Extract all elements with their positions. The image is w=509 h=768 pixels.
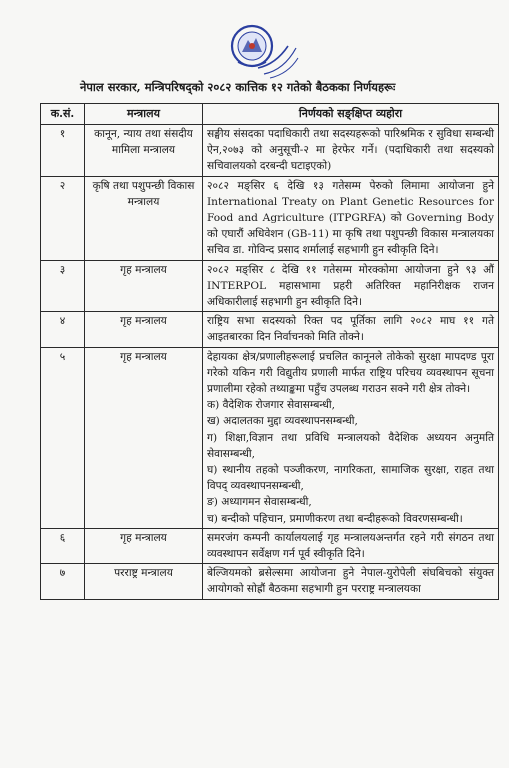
row-ministry: कानून, न्याय तथा संसदीय मामिला मन्त्रालय [85, 125, 203, 177]
table-row [41, 176, 499, 260]
row-ministry: गृह मन्त्रालय [85, 260, 203, 312]
row-decision: २०८२ मङ्सिर ६ देखि १३ गतेसम्म पेरुको लिमामा आयोजना हुने International Treaty on Plant Genetic Resources for Food and Agriculture (ITPGRFA) को Governing Body को एघारौं अधिवेशन (GB-11) मा कृषि तथा पशुपन्छी विकास मन्त्रालयका सचिव डा. गोविन्द प्रसाद शर्मालाई सहभागी हुन स्वीकृति दिने। [203, 176, 499, 260]
table-header-row [41, 104, 499, 125]
decision-subitem: क) वैदेशिक रोजगार सेवासम्बन्धी, [207, 399, 335, 412]
decision-subitem: ग) शिक्षा,विज्ञान तथा प्रविधि मन्त्रालयको वैदेशिक अध्ययन अनुमति सेवासम्बन्धी, [207, 431, 494, 460]
row-serial: ५ [41, 347, 85, 528]
column-header-decision: निर्णयको सङ्क्षिप्त व्यहोरा [203, 104, 499, 125]
row-decision: राष्ट्रिय सभा सदस्यको रिक्त पद पूर्तिका लागि २०८२ माघ ११ गते आइतबारका दिन निर्वाचनको मिति तोक्ने। [203, 312, 499, 347]
table-row [41, 564, 499, 599]
page-title: नेपाल सरकार, मन्त्रिपरिषद्को २०८२ कात्तिक १२ गतेको बैठकका निर्णयहरूः [80, 80, 396, 94]
row-serial: ४ [41, 312, 85, 347]
row-serial: २ [41, 176, 85, 260]
row-ministry: गृह मन्त्रालय [85, 528, 203, 563]
decision-intro: देहायका क्षेत्र/प्रणालीहरूलाई प्रचलित कानूनले तोकेको सुरक्षा मापदण्ड पूरा गरेको यकिन गरी विद्युतीय प्रणाली मार्फत राष्ट्रिय परिचय व्यवस्थापन सूचना प्रणालीमा रहेको तथ्याङ्कमा पहुँच उपलब्ध गराउन सक्ने गरी क्षेत्र तोक्ने। [207, 350, 494, 396]
row-ministry: परराष्ट्र मन्त्रालय [85, 564, 203, 599]
row-decision: बेल्जियमको ब्रसेल्समा आयोजना हुने नेपाल-युरोपेली संघबिचको संयुक्त आयोगको सोह्रौं बैठकमा सहभागी हुन परराष्ट्र मन्त्रालयका [203, 564, 499, 599]
row-serial: ३ [41, 260, 85, 312]
decisions-table [40, 103, 499, 600]
decision-subitem: च) बन्दीको पहिचान, प्रमाणीकरण तथा बन्दीहरूको विवरणसम्बन्धी। [207, 512, 463, 525]
row-decision: सङ्घीय संसदका पदाधिकारी तथा सदस्यहरूको पारिश्रमिक र सुविधा सम्बन्धी ऐन,२०७३ को अनुसूची-२ मा हेरफेर गर्ने। (पदाधिकारी तथा सदस्यको सचिवालयको दरबन्दी घटाइएको) [203, 125, 499, 177]
row-serial: १ [41, 125, 85, 177]
column-header-ministry: मन्त्रालय [85, 104, 203, 125]
row-decision: २०८२ मङ्सिर ८ देखि ११ गतेसम्म मोरक्कोमा आयोजना हुने ९३ औं INTERPOL महासभामा प्रहरी अतिरिक्त महानिरीक्षक राजन अधिकारीलाई सहभागी हुन स्वीकृति दिने। [203, 260, 499, 312]
row-decision: समरजंग कम्पनी कार्यालयलाई गृह मन्त्रालयअन्तर्गत रहने गरी संगठन तथा व्यवस्थापन सर्वेक्षण गर्न पूर्व स्वीकृति दिने। [203, 528, 499, 563]
table-row [41, 347, 499, 528]
row-ministry: कृषि तथा पशुपन्छी विकास मन्त्रालय [85, 176, 203, 260]
government-seal-logo [218, 18, 300, 82]
table-row [41, 260, 499, 312]
row-decision [203, 347, 499, 528]
column-header-serial: क.सं. [41, 104, 85, 125]
table-row [41, 125, 499, 177]
table-row [41, 528, 499, 563]
decision-subitem: घ) स्थानीय तहको पञ्जीकरण, नागरिकता, सामाजिक सुरक्षा, राहत तथा विपद् व्यवस्थापनसम्बन्धी, [207, 464, 494, 493]
table-row [41, 312, 499, 347]
row-ministry: गृह मन्त्रालय [85, 312, 203, 347]
decision-subitem: ख) अदालतका मुद्दा व्यवस्थापनसम्बन्धी, [207, 415, 358, 428]
decision-subitem: ङ) अध्यागमन सेवासम्बन्धी, [207, 496, 312, 509]
row-serial: ६ [41, 528, 85, 563]
row-ministry: गृह मन्त्रालय [85, 347, 203, 528]
row-serial: ७ [41, 564, 85, 599]
